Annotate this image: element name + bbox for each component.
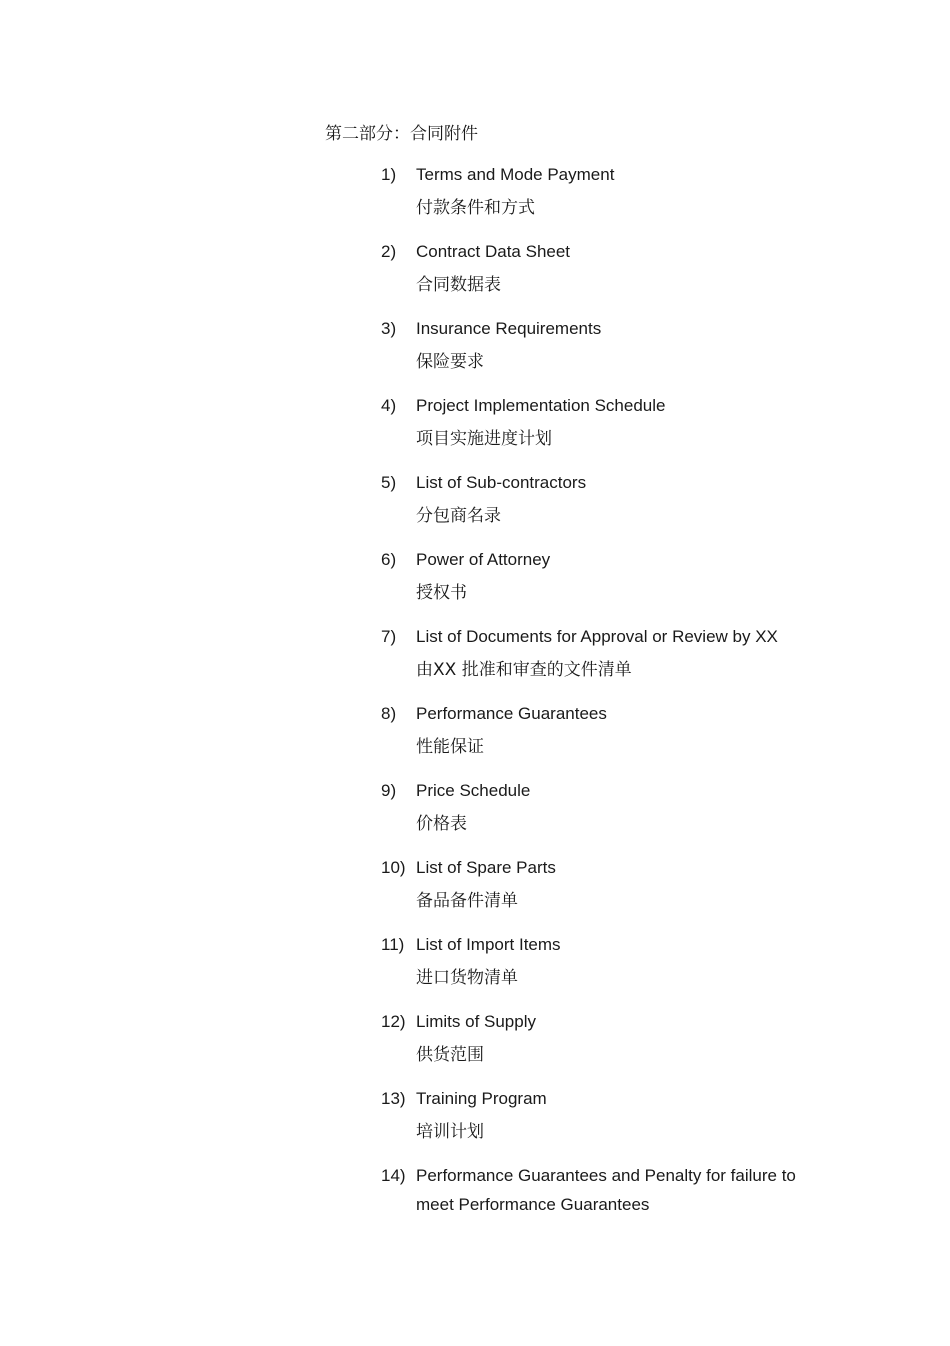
item-number: 4) xyxy=(381,396,397,415)
list-item xyxy=(381,468,831,535)
item-title-en: List of Documents for Approval or Review by XX xyxy=(416,627,778,646)
item-number: 11) xyxy=(381,935,405,954)
item-title-en: List of Spare Parts xyxy=(416,858,556,877)
item-title-en: Performance Guarantees and Penalty for failure to meet Performance Guarantees xyxy=(416,1166,796,1214)
item-title-zh: 分包商名录 xyxy=(416,506,501,526)
item-number: 10) xyxy=(381,858,406,877)
appendix-list xyxy=(381,160,831,1229)
item-title-zh: 项目实施进度计划 xyxy=(416,429,552,449)
item-number: 12) xyxy=(381,1012,406,1031)
list-item xyxy=(381,776,831,843)
item-number: 5) xyxy=(381,473,397,492)
item-number: 1) xyxy=(381,165,397,184)
item-number: 3) xyxy=(381,319,397,338)
item-title-en: List of Sub-contractors xyxy=(416,473,587,492)
item-number: 14) xyxy=(381,1166,406,1185)
item-title-en: List of Import Items xyxy=(416,935,561,954)
item-title-en: Contract Data Sheet xyxy=(416,242,571,261)
item-title-zh: 付款条件和方式 xyxy=(416,198,535,218)
item-title-en: Performance Guarantees xyxy=(416,704,607,723)
item-title-zh: 保险要求 xyxy=(416,352,484,372)
item-title-zh: 供货范围 xyxy=(416,1045,484,1065)
list-item xyxy=(381,930,831,997)
item-title-zh: 合同数据表 xyxy=(416,275,501,295)
item-title-en: Insurance Requirements xyxy=(416,319,602,338)
item-title-zh: 培训计划 xyxy=(416,1122,484,1142)
list-item xyxy=(381,237,831,304)
item-title-en: Power of Attorney xyxy=(416,550,551,569)
item-number: 2) xyxy=(381,242,397,261)
item-title-zh: 进口货物清单 xyxy=(416,968,518,988)
list-item xyxy=(381,853,831,920)
list-item xyxy=(381,1161,831,1219)
item-title-en: Price Schedule xyxy=(416,781,531,800)
section-heading: 第二部分：合同附件 xyxy=(325,124,478,143)
item-title-zh: 价格表 xyxy=(416,814,467,834)
list-item xyxy=(381,545,831,612)
item-title-zh: 由XX 批准和审查的文件清单 xyxy=(416,660,632,680)
item-number: 7) xyxy=(381,627,397,646)
item-number: 6) xyxy=(381,550,397,569)
item-number: 8) xyxy=(381,704,397,723)
item-title-zh: 授权书 xyxy=(416,583,467,603)
list-item xyxy=(381,160,831,227)
item-title-zh: 性能保证 xyxy=(416,737,484,757)
item-title-zh: 备品备件清单 xyxy=(416,891,518,911)
list-item xyxy=(381,1007,831,1074)
item-title-en: Training Program xyxy=(416,1089,547,1108)
item-number: 9) xyxy=(381,781,397,800)
item-title-en: Project Implementation Schedule xyxy=(416,396,666,415)
list-item xyxy=(381,314,831,381)
list-item xyxy=(381,699,831,766)
list-item xyxy=(381,391,831,458)
list-item xyxy=(381,1084,831,1151)
list-item xyxy=(381,622,831,689)
item-number: 13) xyxy=(381,1089,406,1108)
item-title-en: Limits of Supply xyxy=(416,1012,536,1031)
item-title-en: Terms and Mode Payment xyxy=(416,165,615,184)
